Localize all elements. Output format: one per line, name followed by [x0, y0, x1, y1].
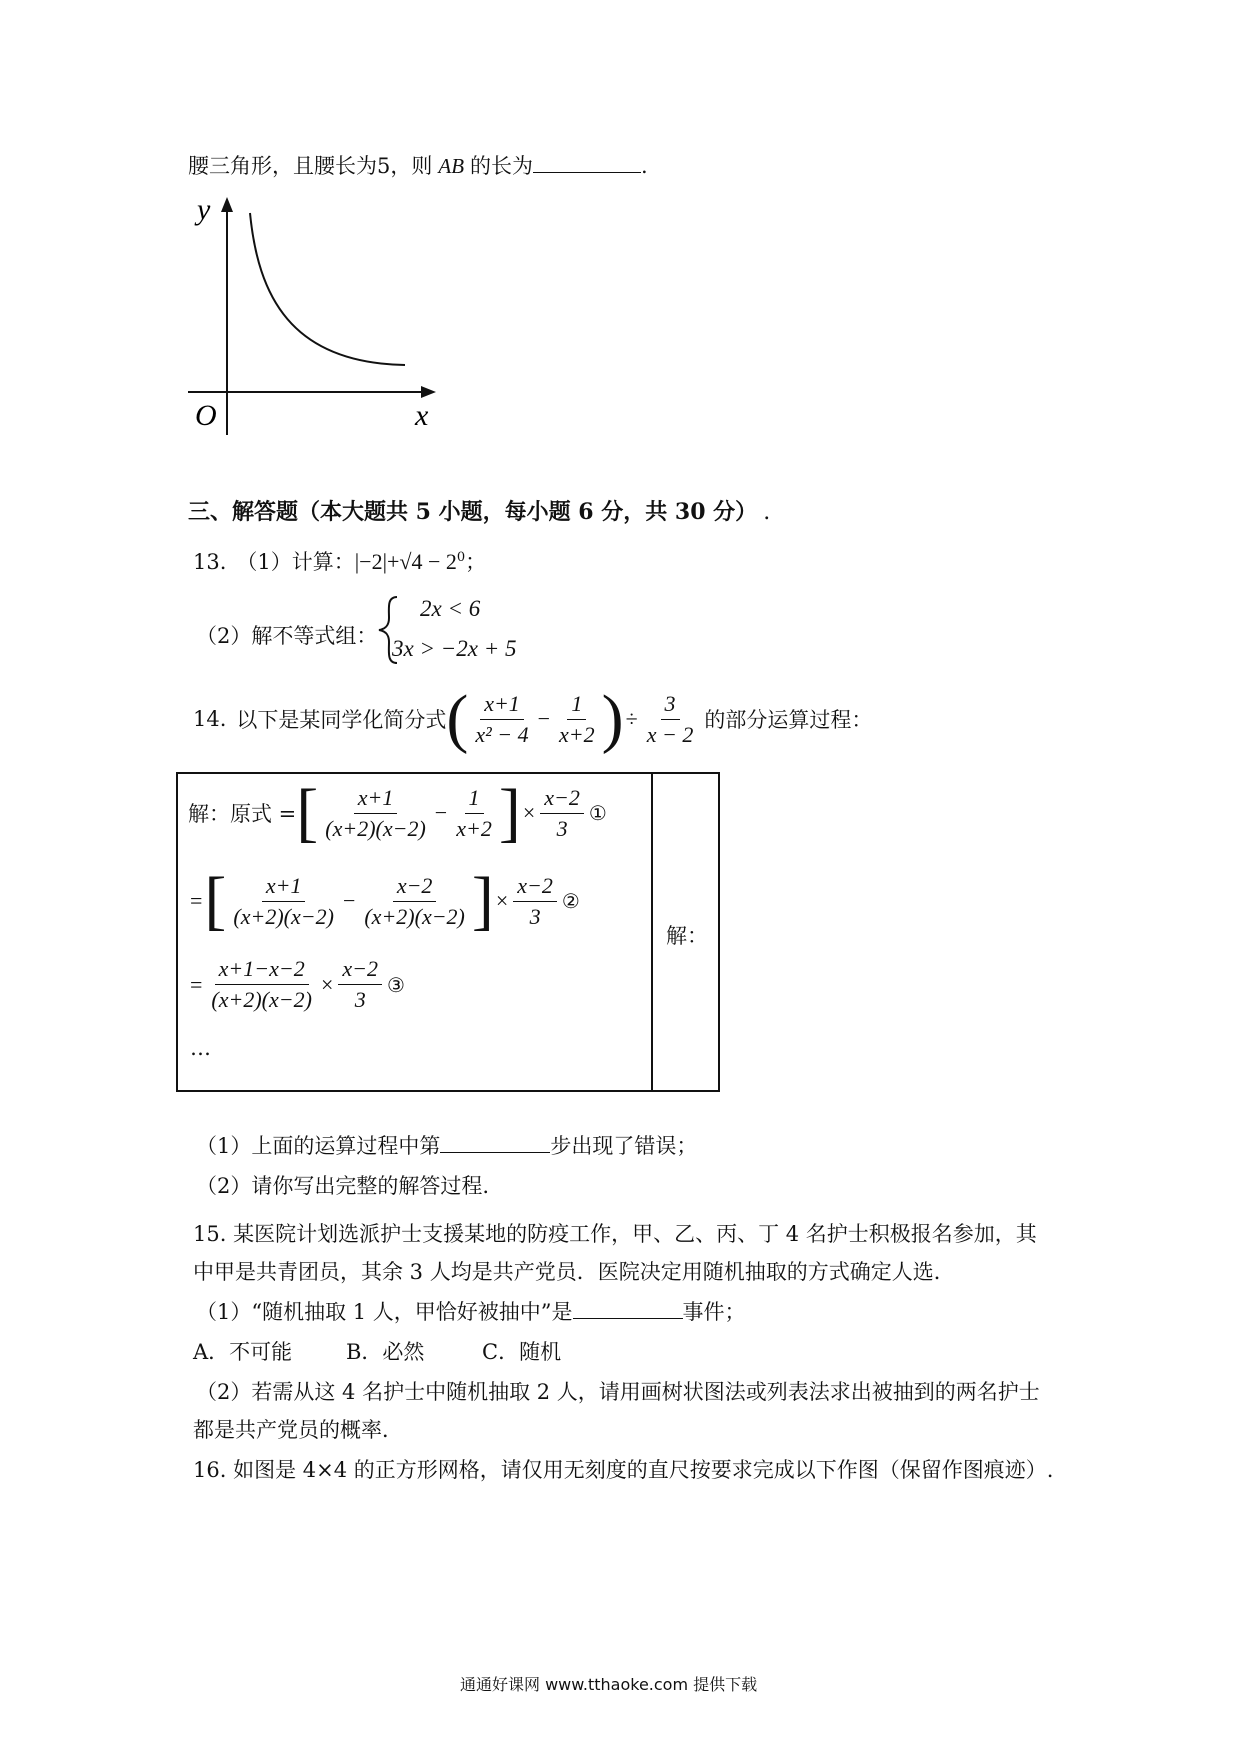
q14-intro-text: 以下是某同学化简分式 [236, 708, 447, 732]
step-2 [188, 864, 580, 937]
q13-part2-label: （2）解不等式组： [196, 624, 378, 648]
q15-sub1-text: （1）“随机抽取 1 人，甲恰好被抽中”是 [196, 1300, 573, 1324]
text-segment: 的长为 [470, 154, 534, 178]
step-marker-3: ③ [387, 972, 405, 997]
equals-sign: = [190, 971, 203, 997]
inequality-2: 3x > −2x + 5 [392, 636, 517, 661]
step-marker-1: ① [588, 801, 607, 825]
q15-sub2-line1: （2）若需从这 4 名护士中随机抽取 2 人，请用画树状图法或列表法求出被抽到的两名护士 [196, 1380, 1040, 1404]
fraction: $\frac{x+1}{(x+2)(x-2)}$ [233, 872, 334, 929]
times-sign: × [495, 888, 509, 913]
variable-ab: AB [438, 154, 465, 178]
fraction: $\frac{1}{x+2}$ [456, 784, 492, 841]
answer-blank[interactable] [533, 152, 641, 173]
fraction: $\frac{x-2}{3}$ [338, 956, 382, 1013]
fraction: $\frac{3}{x - 2}$ [646, 690, 694, 747]
box-divider [651, 774, 653, 1090]
q14-intro [193, 682, 873, 755]
left-paren: ( [446, 682, 469, 755]
section-title: 三、解答题（本大题共 5 小题，每小题 6 分，共 30 分） [188, 499, 758, 525]
times-sign: × [522, 800, 536, 825]
fraction: $\frac{x+1}{\text{x² − 4}}$ [475, 690, 529, 747]
divide-sign: ÷ [625, 706, 638, 731]
fraction: $\frac{x+1-x-2}{(x+2)(x-2)}$ [211, 956, 312, 1012]
q13-exponent: 0 [456, 550, 466, 565]
minus-sign: − [434, 800, 448, 825]
function-graph [180, 195, 440, 440]
fraction: $\frac{x-2}{(x+2)(x-2)}$ [364, 872, 465, 929]
q13-part1-end: ； [465, 550, 487, 574]
minus-sign: − [342, 888, 356, 913]
q13-part1-expr: |−2|+√4 − 2 [354, 549, 457, 574]
fraction: $\frac{x+1}{(x+2)(x-2)}$ [325, 784, 426, 841]
solution-label: 解：原式 = [188, 802, 297, 826]
option-b[interactable]: B．必然 [346, 1340, 425, 1364]
fraction: $\frac{x-2}{3}$ [513, 873, 557, 930]
text-segment: 腰三角形，且腰长为5，则 [188, 154, 433, 178]
q14-number: 14. [193, 707, 227, 731]
step-1 [188, 776, 607, 849]
fraction: $\frac{x-2}{3}$ [540, 785, 584, 842]
q15-sub1 [196, 1296, 746, 1326]
times-sign: × [320, 971, 334, 997]
step-marker-2: ② [561, 889, 580, 913]
q14-outro-text: 的部分运算过程： [704, 708, 873, 732]
section-tail: . [763, 500, 771, 525]
step-3 [188, 956, 405, 1013]
x-axis-label: x [415, 399, 429, 432]
q13-number: 13. [193, 550, 227, 574]
left-bracket: [ [296, 776, 319, 849]
footer-text: 通通好课网 www.tthaoke.com 提供下载 [460, 1675, 758, 1694]
y-axis-label: y [197, 195, 211, 226]
q15-line2: 中甲是共青团员，其余 3 人均是共产党员．医院决定用随机抽取的方式确定人选． [193, 1260, 955, 1284]
answer-area-label[interactable]: 解： [666, 924, 708, 948]
q13-part1 [193, 546, 486, 576]
option-c[interactable]: C．随机 [482, 1340, 562, 1364]
right-paren: ) [601, 682, 624, 755]
q14-sub2: （2）请你写出完整的解答过程. [196, 1174, 490, 1198]
inequality-1: 2x < 6 [420, 596, 481, 621]
q15-line1: 15. 某医院计划选派护士支援某地的防疫工作，甲、乙、丙、丁 4 名护士积极报名参加，其 [193, 1222, 1037, 1246]
origin-label: O [195, 399, 217, 432]
solution-box [176, 772, 720, 1092]
q14-sub1-text: （1）上面的运算过程中第 [196, 1134, 441, 1158]
option-a[interactable]: A．不可能 [193, 1340, 293, 1364]
curve [250, 213, 405, 365]
y-axis-arrow [221, 197, 233, 212]
q15-sub1-text-end: 事件； [682, 1300, 746, 1324]
answer-blank[interactable] [440, 1132, 550, 1153]
period: . [641, 154, 648, 178]
answer-blank[interactable] [573, 1298, 683, 1319]
right-bracket: ] [471, 864, 494, 937]
left-bracket: [ [204, 864, 227, 937]
minus-sign: − [537, 706, 551, 731]
q13-part1-label: （1）计算： [236, 550, 355, 574]
question-line-ab-length [188, 150, 648, 180]
right-bracket: ] [498, 776, 521, 849]
q15-sub2-line2: 都是共产党员的概率． [193, 1418, 403, 1442]
q16-line: 16. 如图是 4×4 的正方形网格，请仅用无刻度的直尺按要求完成以下作图（保留作图痕迹）. [193, 1458, 1054, 1482]
ellipsis: … [190, 1036, 211, 1060]
q14-sub1 [196, 1130, 697, 1160]
q14-sub1-text-end: 步出现了错误； [550, 1134, 698, 1158]
equals-sign: = [190, 888, 203, 913]
x-axis-arrow [421, 386, 436, 398]
section-heading [188, 495, 770, 526]
fraction: $\frac{1}{x+2}$ [559, 690, 595, 747]
